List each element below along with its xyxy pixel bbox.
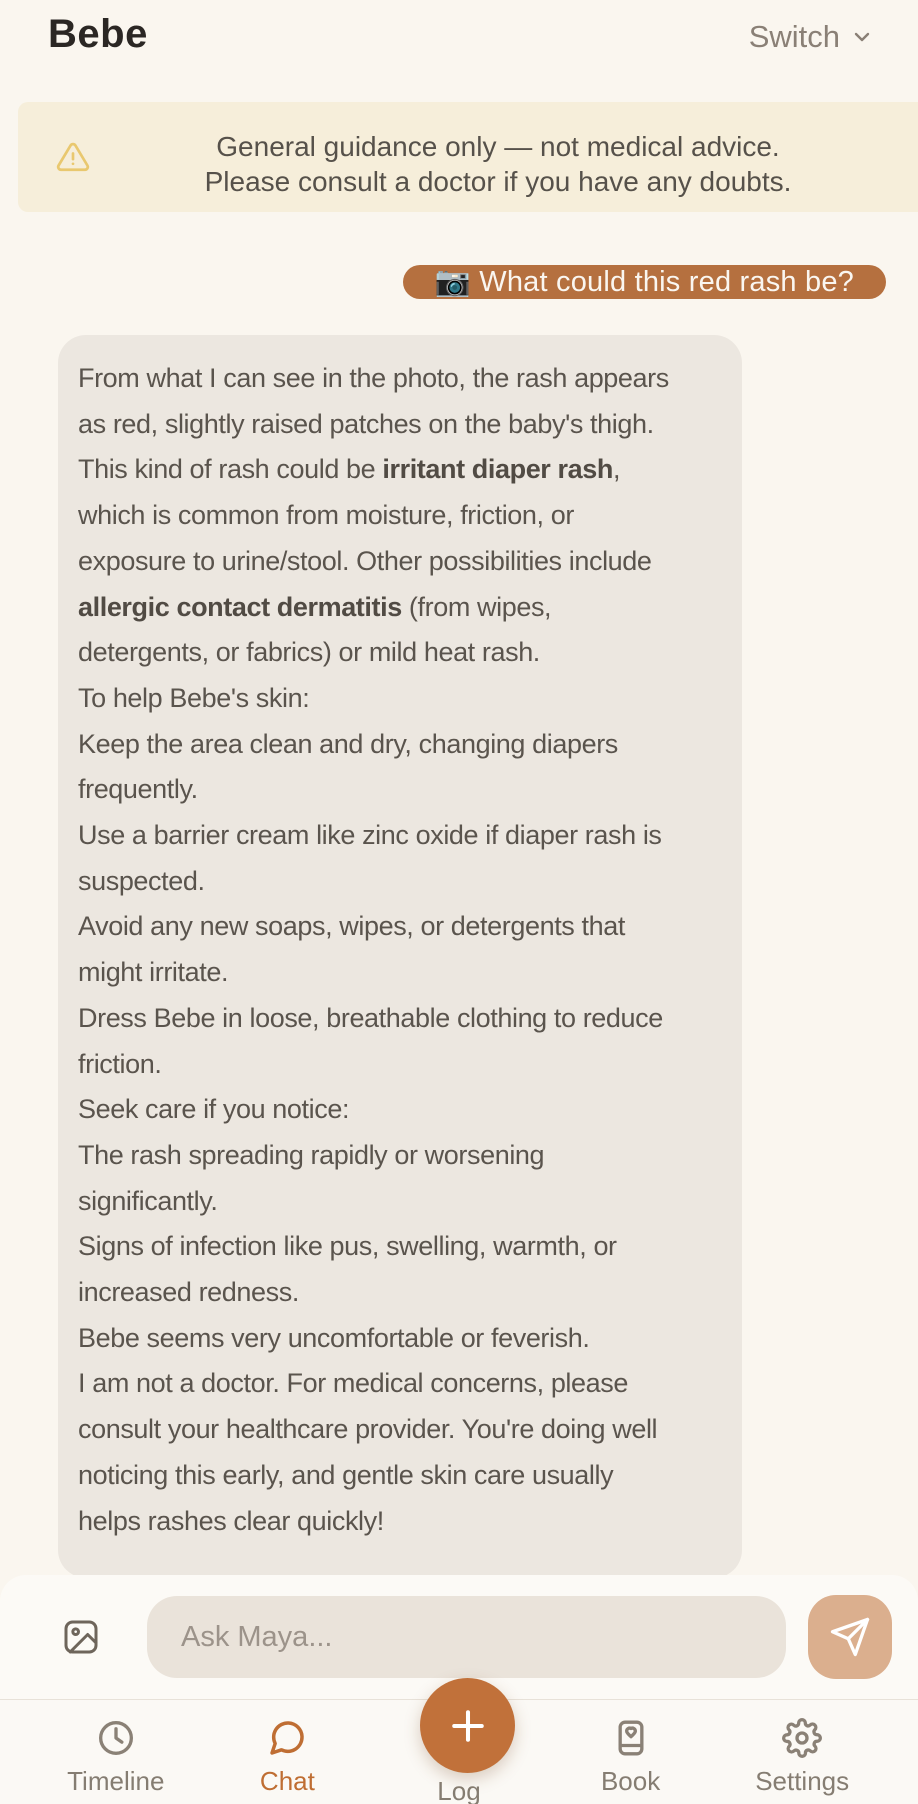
app-header <box>0 0 918 96</box>
gear-icon <box>782 1718 822 1758</box>
attach-image-button[interactable] <box>61 1617 101 1657</box>
switch-label: Switch <box>748 19 840 54</box>
disclaimer-line-2: Please consult a doctor if you have any doubts. <box>204 166 792 197</box>
message-input[interactable] <box>147 1621 786 1654</box>
nav-item-timeline[interactable] <box>30 1700 202 1804</box>
add-log-fab[interactable] <box>420 1678 515 1773</box>
disclaimer-banner <box>18 102 918 212</box>
nav-label-chat: Chat <box>259 1766 315 1796</box>
warning-triangle-icon <box>56 140 90 174</box>
plus-icon <box>446 1704 490 1748</box>
chat-bubble-icon <box>267 1718 307 1758</box>
image-icon <box>61 1617 101 1657</box>
clock-icon <box>96 1718 136 1758</box>
switch-profile-button[interactable] <box>743 18 880 56</box>
chevron-down-icon <box>850 25 874 49</box>
chat-message-list[interactable] <box>0 212 918 1575</box>
message-input-pill <box>147 1596 786 1678</box>
book-heart-icon <box>611 1718 651 1758</box>
disclaimer-text <box>108 129 888 199</box>
nav-item-chat[interactable] <box>202 1700 374 1804</box>
assistant-message-bubble: From what I can see in the photo, the rash appears as red, slightly raised patches on the baby's thigh. This kind of rash could be irritant diaper rash, which is common from moisture, friction, or exposure to urine/stool. Other possibilities include allergic contact dermatitis (from wipes, detergents, or fabrics) or mild heat rash. To help Bebe's skin: Keep the area clean and dry, changing diapers frequently. Use a barrier cream like zinc oxide if diaper rash is suspected. Avoid any new soaps, wipes, or detergents that might irritate. Dress Bebe in loose, breathable clothing to reduce friction. Seek care if you notice: The rash spreading rapidly or worsening significantly. Signs of infection like pus, swelling, warmth, or increased redness. Bebe seems very uncomfortable or feverish. I am not a doctor. For medical concerns, please consult your healthcare provider. You're doing well noticing this early, and gentle skin care usually helps rashes clear quickly! <box>58 335 742 1575</box>
page-title: Bebe <box>48 12 148 56</box>
nav-item-settings[interactable] <box>716 1700 888 1804</box>
disclaimer-line-1: General guidance only — not medical advice. <box>216 131 780 162</box>
user-message-bubble: 📷 What could this red rash be? <box>403 265 886 299</box>
nav-label-settings: Settings <box>755 1766 850 1796</box>
nav-label-timeline: Timeline <box>67 1766 165 1796</box>
send-button[interactable] <box>808 1595 892 1679</box>
send-icon <box>829 1616 871 1658</box>
nav-label-log: Log <box>437 1776 481 1804</box>
nav-label-book: Book <box>600 1766 661 1796</box>
nav-item-book[interactable] <box>545 1700 717 1804</box>
